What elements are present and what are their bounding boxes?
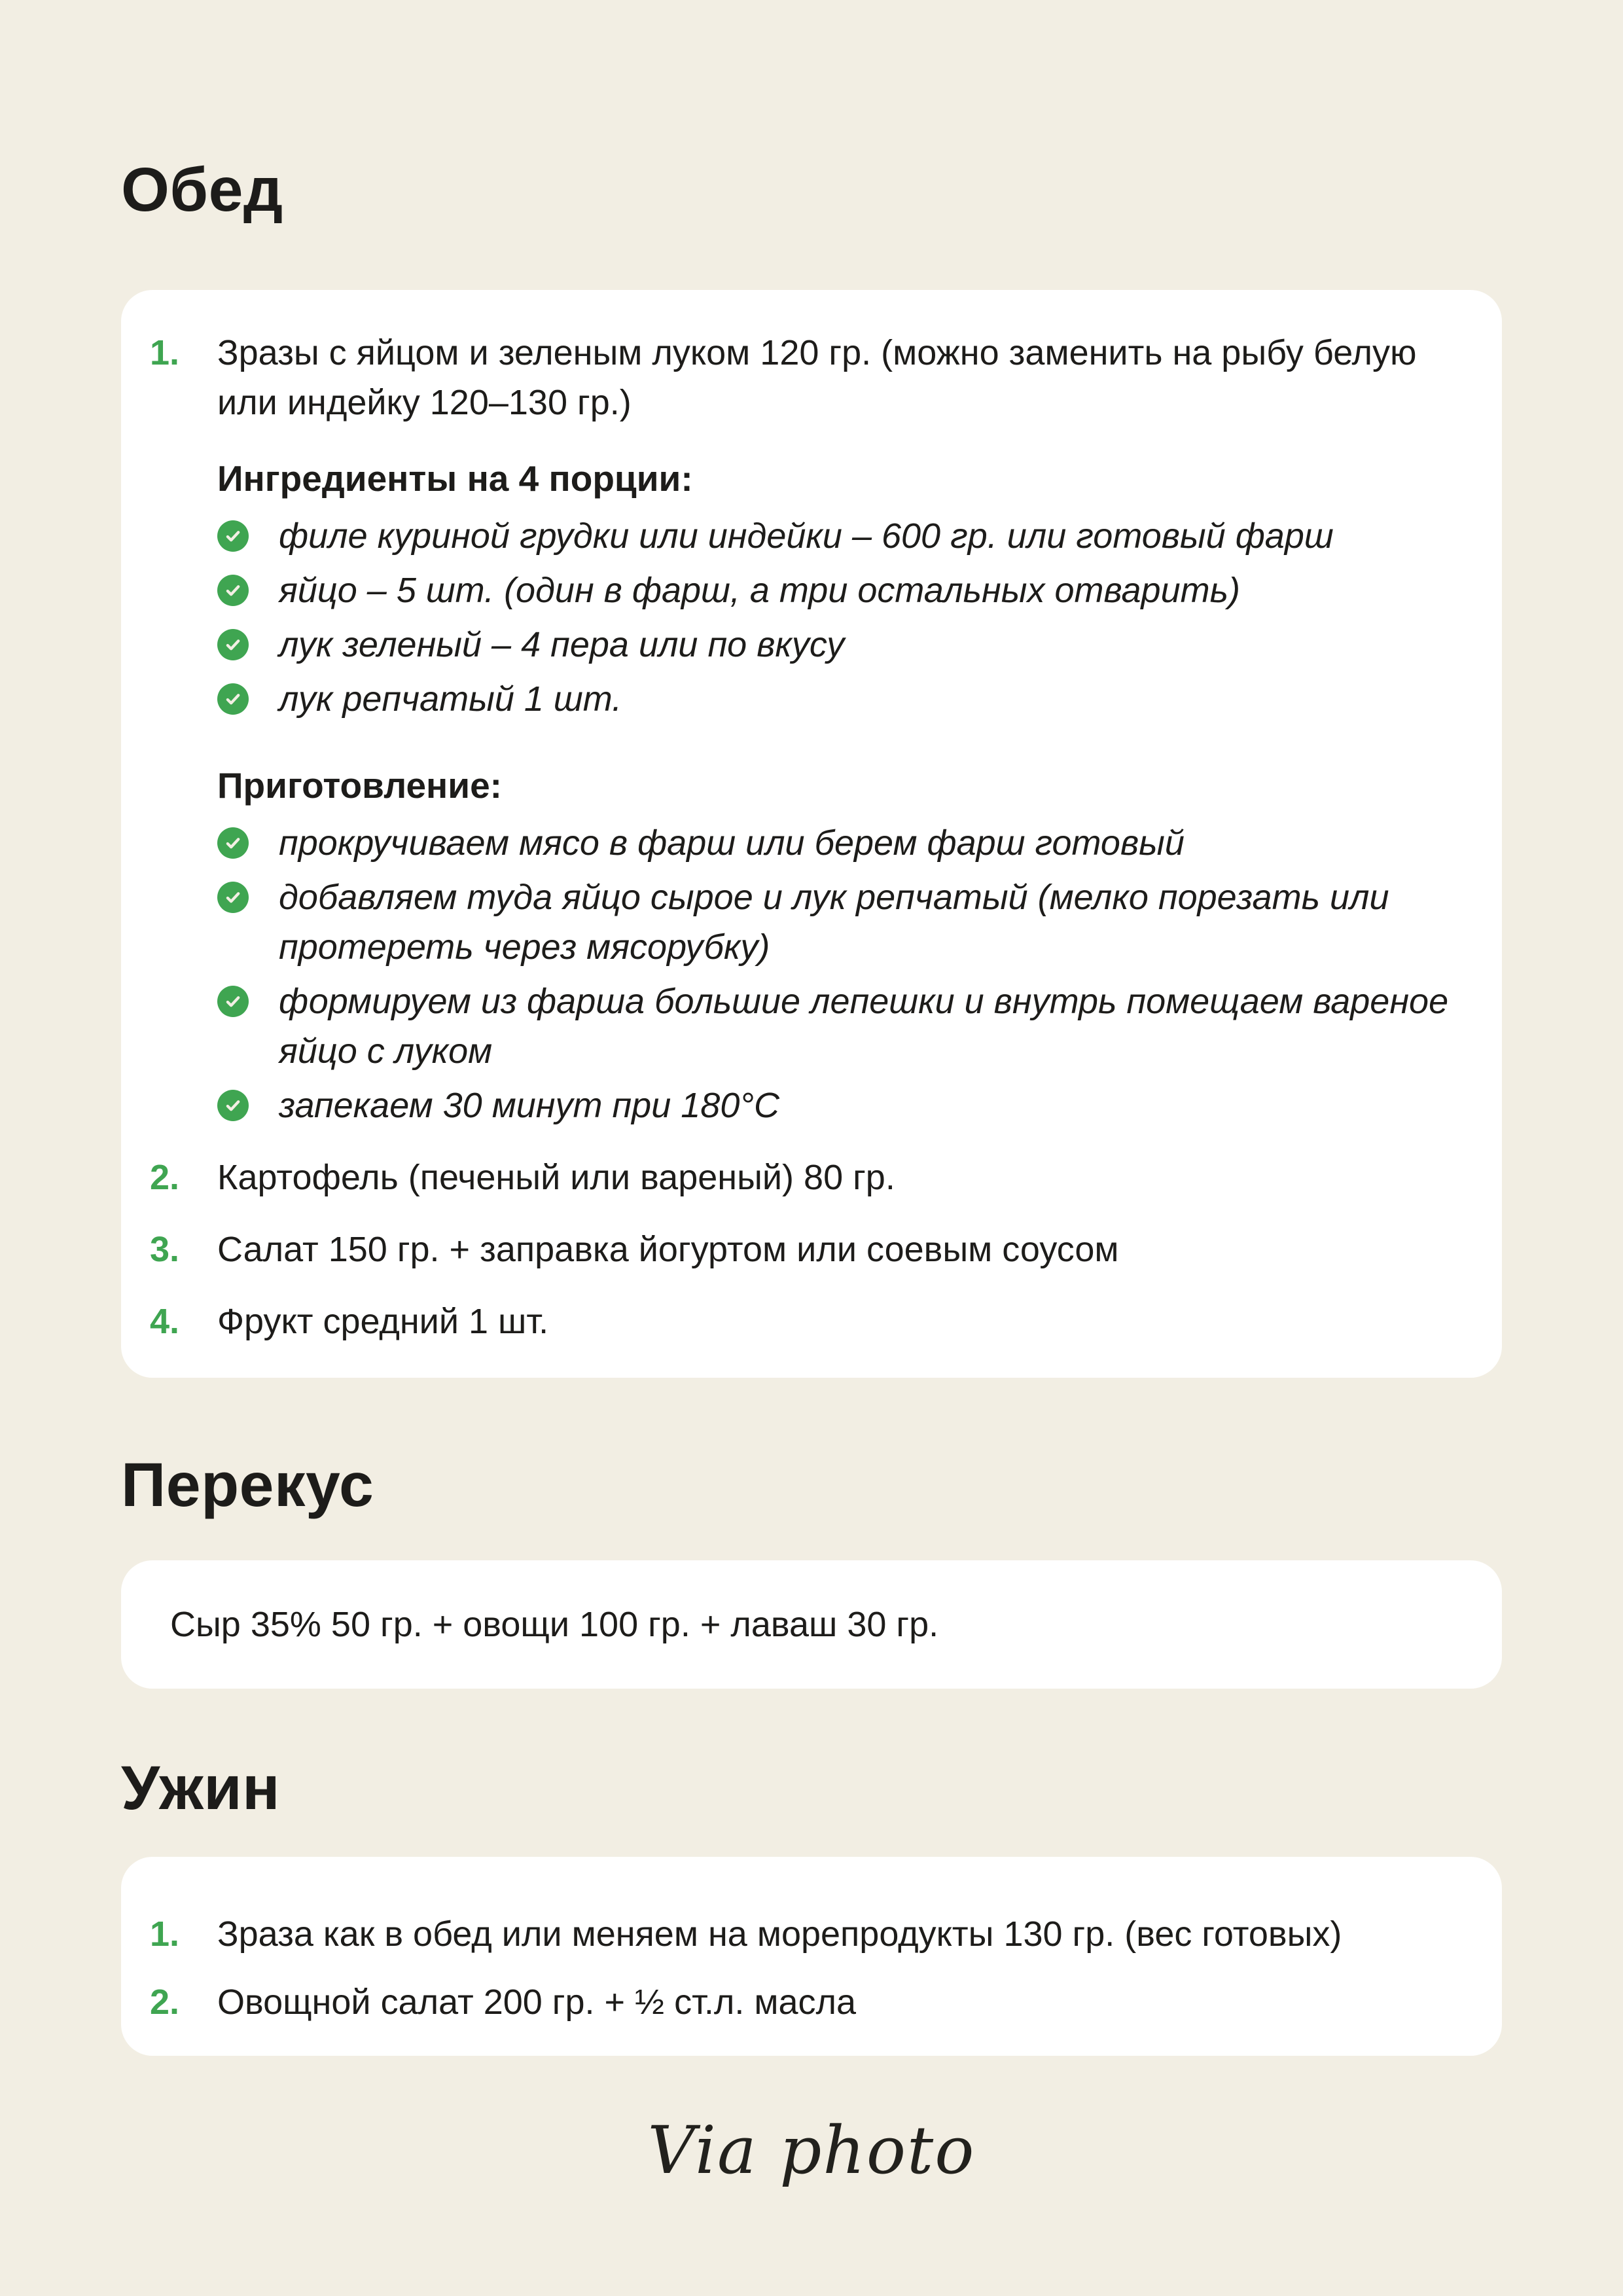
numbered-item bbox=[150, 1297, 1450, 1346]
prep-step bbox=[217, 872, 1450, 972]
bullet-text: лук репчатый 1 шт. bbox=[279, 679, 622, 719]
item-number: 3. bbox=[150, 1230, 180, 1269]
check-icon bbox=[217, 520, 249, 552]
ingredient-item bbox=[217, 511, 1450, 561]
ingredient-item bbox=[217, 565, 1450, 615]
section-title-snack: Перекус bbox=[121, 1450, 374, 1520]
item-text: Овощной салат 200 гр. + ½ ст.л. масла bbox=[217, 1982, 857, 2022]
lunch-card bbox=[121, 290, 1502, 1378]
check-icon bbox=[217, 629, 249, 660]
preparation-list bbox=[217, 818, 1450, 1130]
ingredient-item bbox=[217, 674, 1450, 724]
ingredients-heading: Ингредиенты на 4 порции: bbox=[217, 458, 693, 499]
bullet-text: лук зеленый – 4 пера или по вкусу bbox=[279, 625, 845, 664]
watermark: Via photo bbox=[647, 2112, 976, 2189]
item-body bbox=[217, 328, 1450, 1130]
numbered-item bbox=[150, 1909, 1450, 1959]
check-icon bbox=[217, 882, 249, 913]
item-number: 1. bbox=[150, 1914, 180, 1954]
section-title-lunch: Обед bbox=[121, 155, 283, 224]
section-title-dinner: Ужин bbox=[121, 1753, 280, 1823]
item-text: Салат 150 гр. + заправка йогуртом или соевым соусом bbox=[217, 1230, 1119, 1269]
dinner-card bbox=[121, 1857, 1502, 2056]
check-icon bbox=[217, 683, 249, 715]
bullet-text: яйцо – 5 шт. (один в фарш, а три остальных отварить) bbox=[279, 571, 1240, 610]
bullet-text: прокручиваем мясо в фарш или берем фарш готовый bbox=[279, 823, 1185, 863]
bullet-text: филе куриной грудки или индейки – 600 гр. или готовый фарш bbox=[279, 516, 1334, 556]
numbered-item bbox=[150, 328, 1450, 1130]
prep-step bbox=[217, 977, 1450, 1076]
check-icon bbox=[217, 575, 249, 606]
bullet-text: формируем из фарша большие лепешки и внутрь помещаем вареное яйцо с луком bbox=[279, 982, 1449, 1071]
numbered-item bbox=[150, 1225, 1450, 1274]
preparation-heading: Приготовление: bbox=[217, 765, 502, 806]
prep-step bbox=[217, 818, 1450, 868]
item-text: Зразы с яйцом и зеленым луком 120 гр. (можно заменить на рыбу белую или индейку 120–130 гр.) bbox=[217, 333, 1417, 422]
check-icon bbox=[217, 827, 249, 859]
item-number: 2. bbox=[150, 1982, 180, 2022]
item-text: Фрукт средний 1 шт. bbox=[217, 1302, 549, 1341]
bullet-text: запекаем 30 минут при 180°C bbox=[279, 1086, 779, 1125]
bullet-text: добавляем туда яйцо сырое и лук репчатый (мелко порезать или протереть через мясорубку) bbox=[279, 878, 1389, 967]
prep-step bbox=[217, 1081, 1450, 1130]
numbered-item bbox=[150, 1977, 1450, 2027]
item-number: 1. bbox=[150, 333, 180, 372]
ingredients-list bbox=[217, 511, 1450, 724]
numbered-item bbox=[150, 1153, 1450, 1202]
snack-card bbox=[121, 1560, 1502, 1689]
check-icon bbox=[217, 1090, 249, 1121]
ingredient-item bbox=[217, 620, 1450, 670]
item-number: 4. bbox=[150, 1302, 180, 1341]
item-text: Картофель (печеный или вареный) 80 гр. bbox=[217, 1158, 895, 1197]
item-number: 2. bbox=[150, 1158, 180, 1197]
snack-text: Сыр 35% 50 гр. + овощи 100 гр. + лаваш 30 гр. bbox=[170, 1605, 939, 1644]
item-text: Зраза как в обед или меняем на морепродукты 130 гр. (вес готовых) bbox=[217, 1914, 1342, 1954]
check-icon bbox=[217, 986, 249, 1017]
